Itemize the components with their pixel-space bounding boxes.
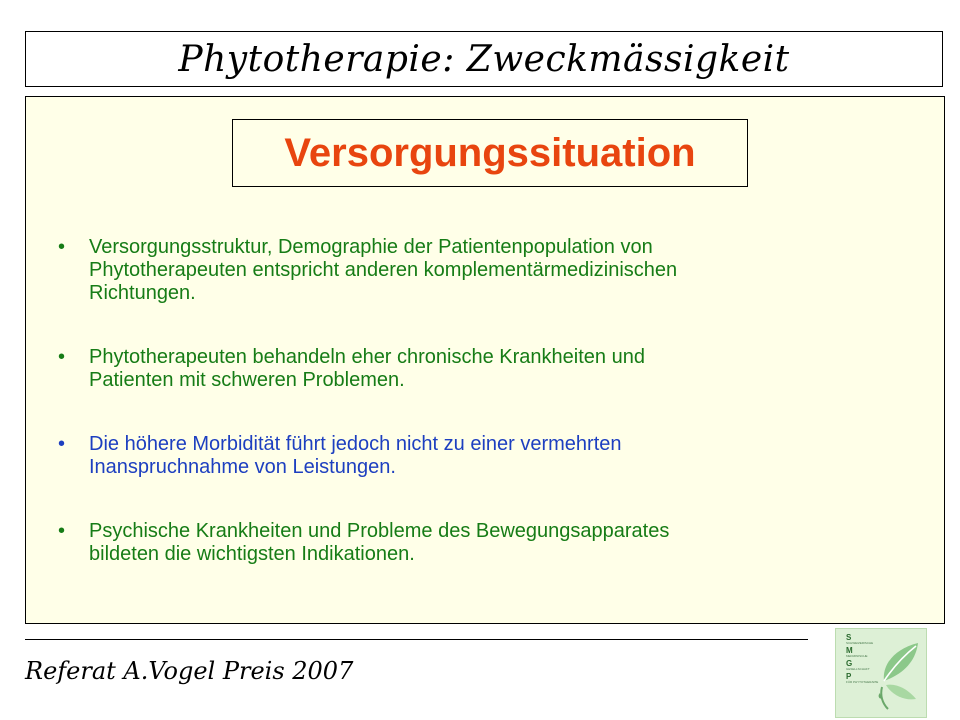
bullet-dot: • — [58, 236, 66, 258]
footer-caption: Referat A.Vogel Preis 2007 — [25, 657, 354, 685]
bullet-list — [58, 236, 918, 607]
bullet-text-line: Phytotherapeuten behandeln eher chronische Krankheiten und — [89, 346, 645, 368]
bullet-text-line: Richtungen. — [89, 282, 196, 304]
bullet-item — [58, 433, 918, 479]
bullet-text-line: bildeten die wichtigsten Indikationen. — [89, 543, 415, 565]
bullet-text-line: Die höhere Morbidität führt jedoch nicht zu einer vermehrten — [89, 433, 622, 455]
slide-title-box — [25, 31, 943, 87]
bullet-item — [58, 236, 918, 305]
logo-letter: G — [846, 659, 853, 668]
section-heading: Versorgungssituation — [284, 130, 696, 175]
logo-letters — [846, 632, 882, 684]
bullet-text-line: Versorgungsstruktur, Demographie der Patientenpopulation von — [89, 236, 653, 258]
bullet-dot: • — [58, 433, 66, 455]
bullet-text-line: Phytotherapeuten entspricht anderen komplementärmedizinischen — [89, 259, 678, 281]
leaf-icon — [878, 635, 922, 713]
bullet-dot: • — [58, 346, 66, 368]
section-heading-box — [232, 119, 748, 187]
bullet-item — [58, 520, 918, 566]
logo-letter: P — [846, 672, 852, 681]
bullet-item — [58, 346, 918, 392]
logo-word: FÜR PHYTOTHERAPIE — [846, 680, 879, 684]
smgp-leaf-logo-icon — [835, 628, 927, 718]
slide-title: Phytotherapie: Zweckmässigkeit — [178, 38, 790, 80]
logo-word: SCHWEIZERISCHE — [846, 641, 874, 645]
logo-letter: S — [846, 633, 852, 642]
logo-word: GESELLSCHAFT — [846, 667, 870, 671]
bullet-text-line: Patienten mit schweren Problemen. — [89, 369, 405, 391]
logo-letter: M — [846, 646, 853, 655]
logo-word: MEDIZINISCHE — [846, 654, 868, 658]
footer-divider — [25, 639, 808, 640]
bullet-dot: • — [58, 520, 66, 542]
bullet-text-line: Psychische Krankheiten und Probleme des Bewegungsapparates — [89, 520, 670, 542]
bullet-text-line: Inanspruchnahme von Leistungen. — [89, 456, 396, 478]
